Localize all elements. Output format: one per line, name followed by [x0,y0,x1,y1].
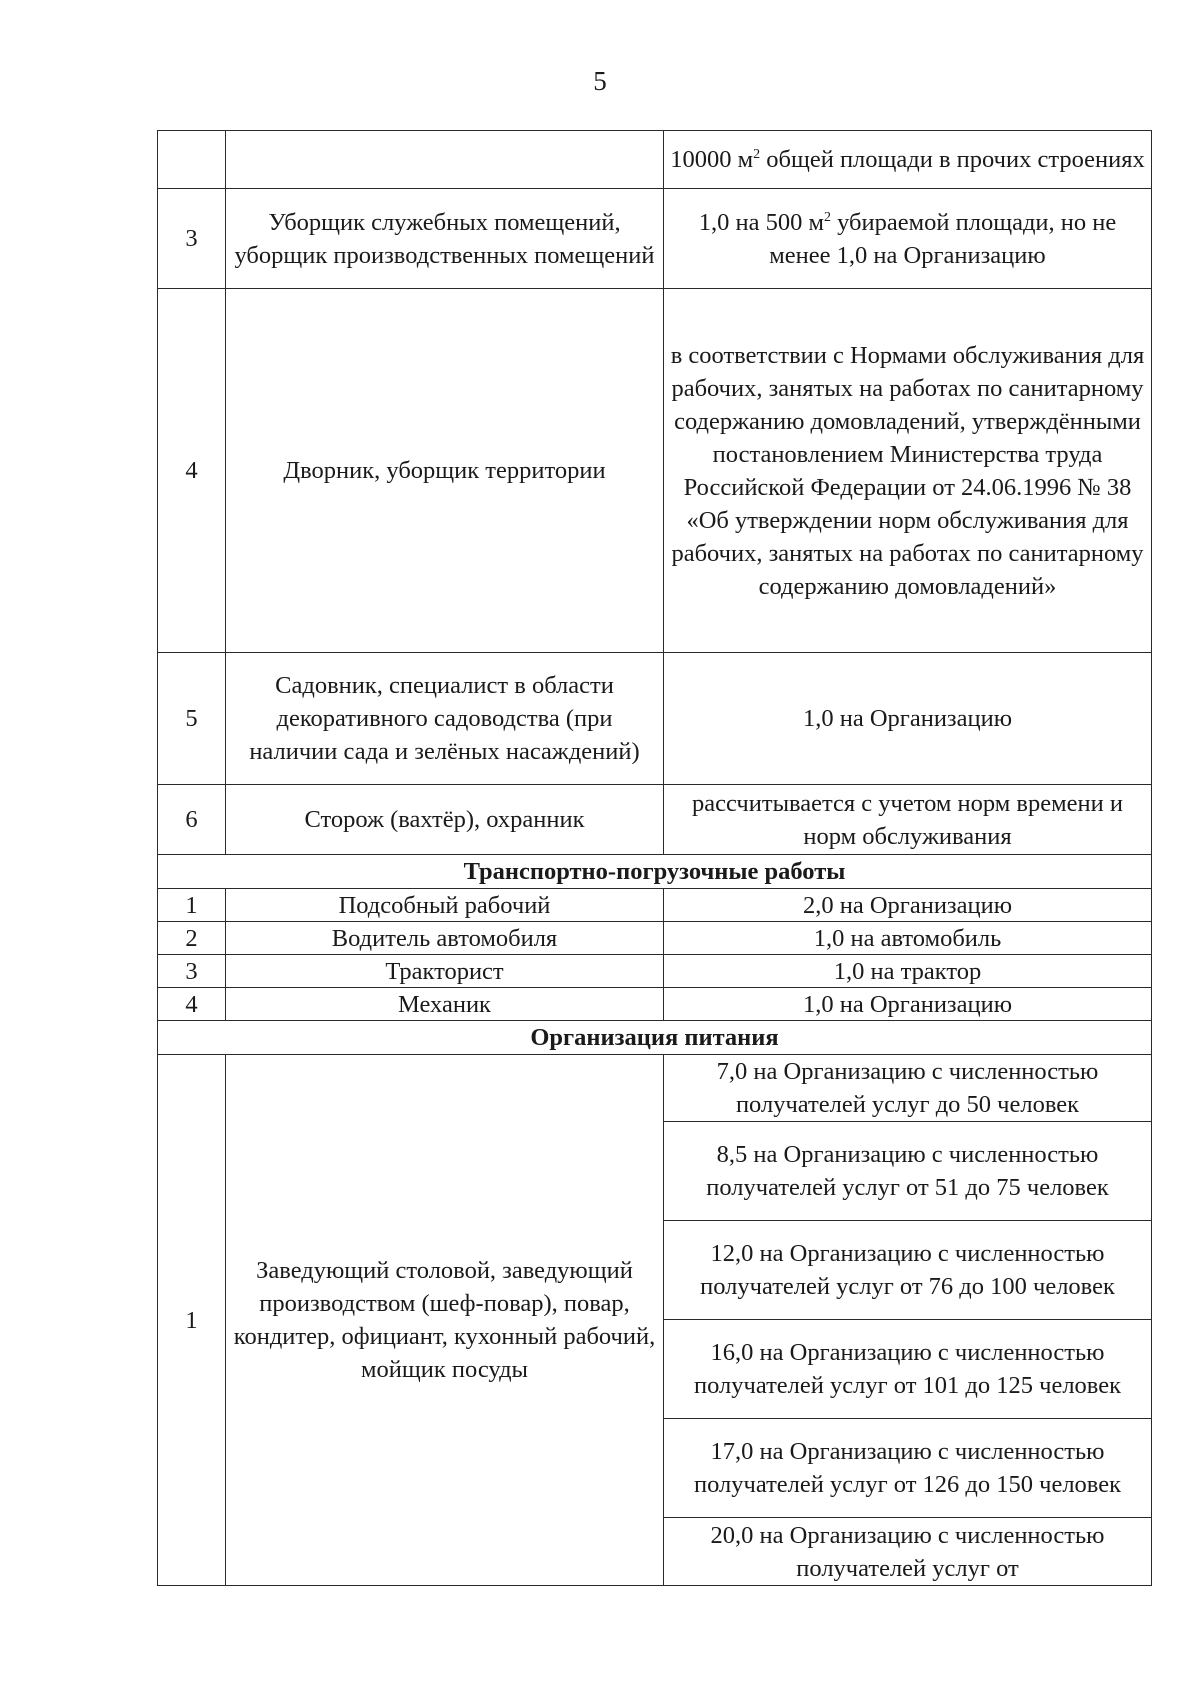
table-row [158,785,1152,855]
staff-norm: 20,0 на Организацию с численностью получателей услуг от [664,1518,1152,1586]
staff-norm: 16,0 на Организацию с численностью получателей услуг от 101 до 125 человек [664,1320,1152,1419]
row-number: 3 [158,189,226,289]
position-name: Сторож (вахтёр), охранник [226,785,664,855]
row-number [158,131,226,189]
row-number: 4 [158,289,226,653]
position-name: Водитель автомобиля [226,922,664,955]
row-number: 1 [158,1055,226,1586]
staff-norm: 1,0 на 500 $м^2$ убираемой площади, но не менее 1,0 на Организацию [664,189,1152,289]
table-row [158,131,1152,189]
page-number: 5 [593,66,607,96]
staff-norms-table [157,130,1152,1586]
row-number: 3 [158,955,226,988]
row-number: 5 [158,653,226,785]
table-row [158,289,1152,653]
table-row [158,653,1152,785]
staff-norm: 1,0 на Организацию [664,988,1152,1021]
row-number: 1 [158,889,226,922]
table-row [158,889,1152,922]
position-name: Уборщик служебных помещений, уборщик производственных помещений [226,189,664,289]
row-number: 4 [158,988,226,1021]
table-row [158,922,1152,955]
position-name: Подсобный рабочий [226,889,664,922]
staff-norm: 17,0 на Организацию с численностью получателей услуг от 126 до 150 человек [664,1419,1152,1518]
section-header [158,855,1152,889]
staff-norm: 2,0 на Организацию [664,889,1152,922]
staff-norm: рассчитывается с учетом норм времени и норм обслуживания [664,785,1152,855]
position-name: Заведующий столовой, заведующий производством (шеф-повар), повар, кондитер, официант, кухонный рабочий, мойщик посуды [226,1055,664,1586]
table-row [158,955,1152,988]
section-title: Транспортно-погрузочные работы [158,855,1152,889]
staff-norm: 10000 $м^2$ общей площади в прочих строениях [664,131,1152,189]
staff-norm: в соответствии с Нормами обслуживания для рабочих, занятых на работах по санитарному содержанию домовладений, утверждёнными постановлением Министерства труда Российской Федерации от 24.06.1996 № 38 «Об утверждении норм обслуживания для рабочих, занятых на работах по санитарному содержанию домовладений» [664,289,1152,653]
position-name: Дворник, уборщик территории [226,289,664,653]
staff-norm: 1,0 на трактор [664,955,1152,988]
staff-norm: 8,5 на Организацию с численностью получателей услуг от 51 до 75 человек [664,1122,1152,1221]
staff-norm: 7,0 на Организацию с численностью получателей услуг до 50 человек [664,1055,1152,1122]
section-title: Организация питания [158,1021,1152,1055]
table-row [158,988,1152,1021]
staff-norm: 1,0 на Организацию [664,653,1152,785]
row-number: 6 [158,785,226,855]
table-row [158,189,1152,289]
staff-norm: 12,0 на Организацию с численностью получателей услуг от 76 до 100 человек [664,1221,1152,1320]
staff-norm: 1,0 на автомобиль [664,922,1152,955]
position-name [226,131,664,189]
row-number: 2 [158,922,226,955]
position-name: Садовник, специалист в области декоративного садоводства (при наличии сада и зелёных насаждений) [226,653,664,785]
table-row [158,1055,1152,1122]
section-header [158,1021,1152,1055]
position-name: Тракторист [226,955,664,988]
position-name: Механик [226,988,664,1021]
